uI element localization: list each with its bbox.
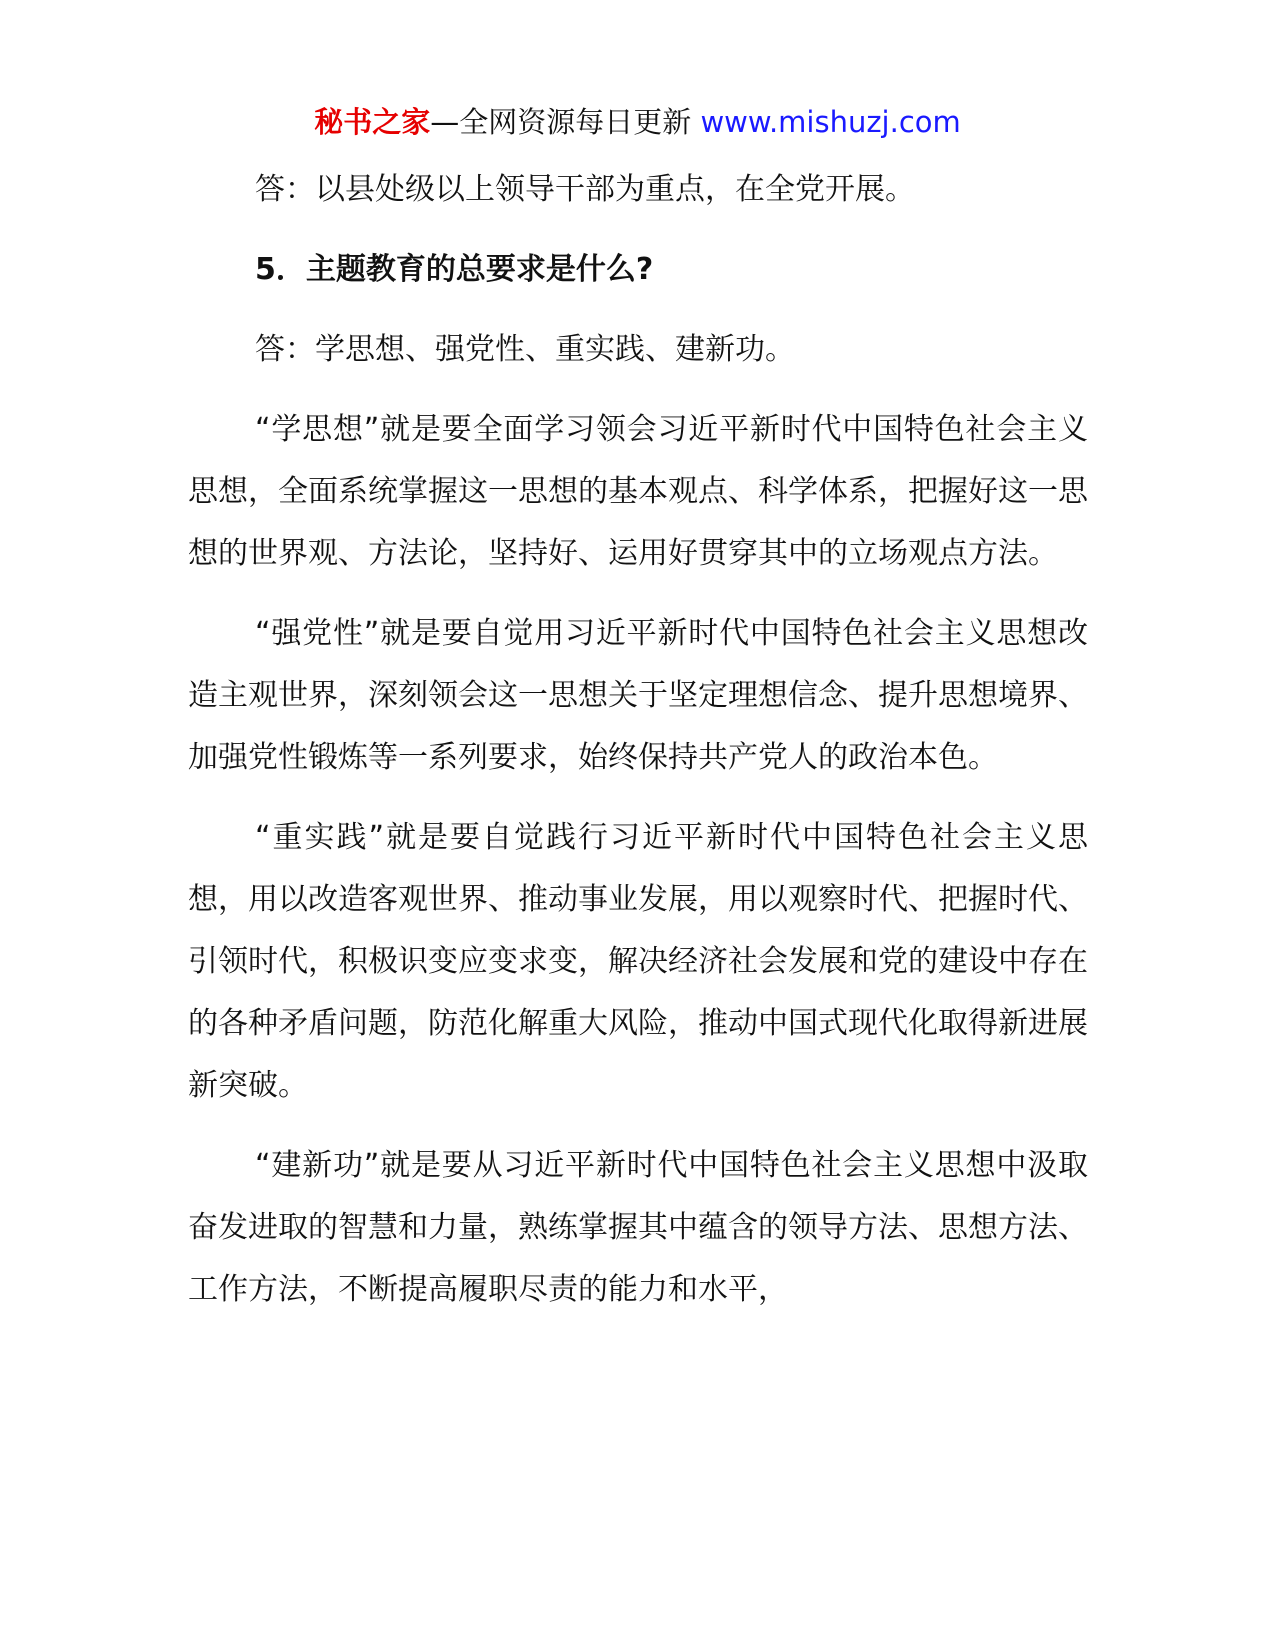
answer-paragraph: 答：学思想、强党性、重实践、建新功。: [255, 332, 795, 367]
document-body: [188, 159, 1088, 1339]
body-paragraph: “建新功”就是要从习近平新时代中国特色社会主义思想中汲取奋发进取的智慧和力量，熟练掌握其中蕴含的领导方法、思想方法、工作方法，不断提高履职尽责的能力和水平，: [188, 1148, 1088, 1307]
header-tagline: —全网资源每日更新: [430, 105, 701, 139]
site-header: [0, 100, 1275, 144]
brand-name: 秘书之家: [314, 105, 431, 139]
site-url[interactable]: www.mishuzj.com: [700, 105, 961, 139]
body-paragraph: “强党性”就是要自觉用习近平新时代中国特色社会主义思想改造主观世界，深刻领会这一思想关于坚定理想信念、提升思想境界、加强党性锻炼等一系列要求，始终保持共产党人的政治本色。: [188, 616, 1088, 775]
question-heading: 5．主题教育的总要求是什么?: [255, 252, 654, 287]
answer-paragraph: 答：以县处级以上领导干部为重点，在全党开展。: [255, 172, 915, 207]
body-paragraph: “学思想”就是要全面学习领会习近平新时代中国特色社会主义思想，全面系统掌握这一思想的基本观点、科学体系，把握好这一思想的世界观、方法论，坚持好、运用好贯穿其中的立场观点方法。: [188, 412, 1088, 571]
body-paragraph: “重实践”就是要自觉践行习近平新时代中国特色社会主义思想，用以改造客观世界、推动事业发展，用以观察时代、把握时代、引领时代，积极识变应变求变，解决经济社会发展和党的建设中存在的各种矛盾问题，防范化解重大风险，推动中国式现代化取得新进展新突破。: [188, 820, 1088, 1103]
